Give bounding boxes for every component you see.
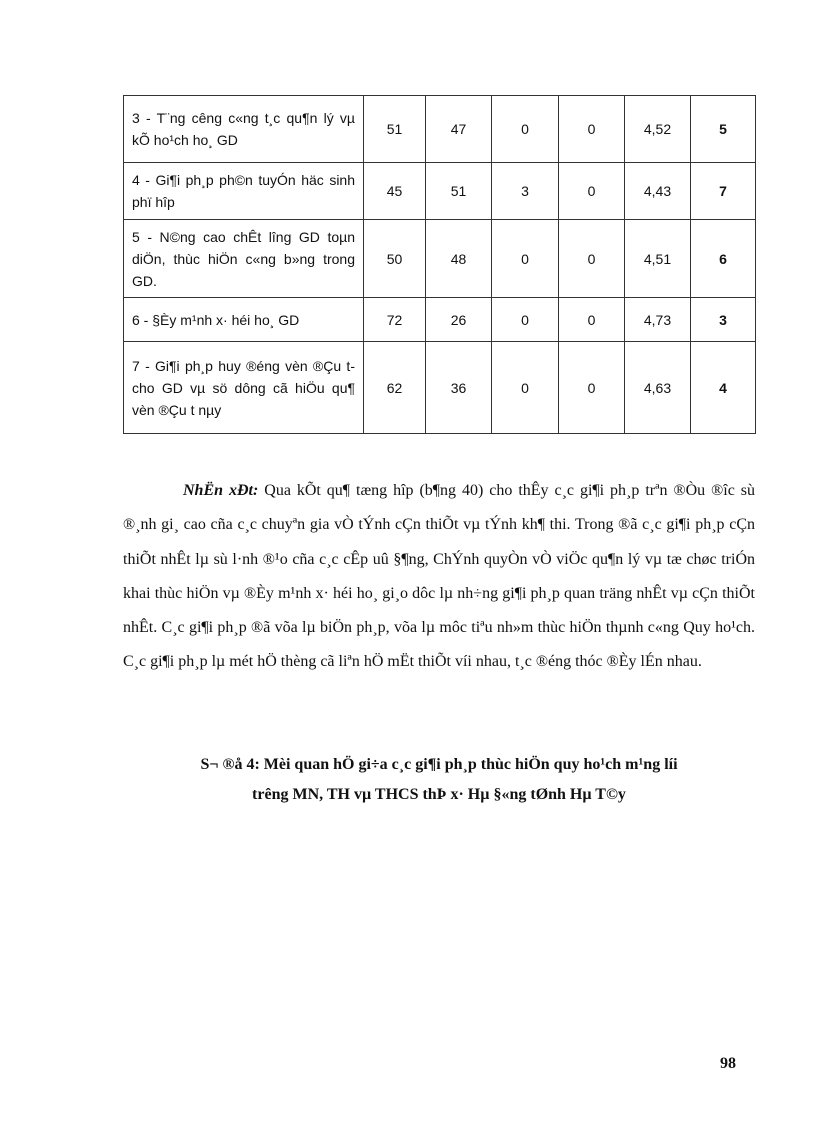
average-score: 4,73	[625, 298, 691, 342]
count-not-necessary: 0	[559, 342, 625, 434]
rank: 6	[691, 220, 756, 298]
count-necessary: 36	[426, 342, 492, 434]
count-very-necessary: 45	[364, 163, 426, 220]
table-row	[124, 298, 756, 342]
diagram-title-line-1: S¬ ®å 4: Mèi quan hÖ gi÷a c¸c gi¶i ph¸p thùc hiÖn quy ho¹ch m¹ng líi	[200, 756, 678, 773]
table-row	[124, 342, 756, 434]
diagram-title	[123, 750, 755, 810]
solution-label: 6 - §Èy m¹nh x· héi ho¸ GD	[124, 298, 364, 342]
table-row	[124, 163, 756, 220]
rank: 5	[691, 96, 756, 163]
count-very-necessary: 72	[364, 298, 426, 342]
table-row	[124, 220, 756, 298]
count-less-necessary: 0	[492, 342, 559, 434]
solution-label: 3 - T¨ng cêng c«ng t¸c qu¶n lý vµ kÕ ho¹ch ho¸ GD	[124, 96, 364, 163]
evaluation-table	[123, 95, 756, 434]
average-score: 4,52	[625, 96, 691, 163]
remarks-text: Qua kÕt qu¶ tæng hîp (b¶ng 40) cho thÊy c¸c gi¶i ph¸p trªn ®Òu ®îc sù ®¸nh gi¸ cao cña c¸c chuyªn gia vÒ tÝnh cÇn thiÕt vµ tÝnh kh¶ thi. Trong ®ã c¸c gi¶i ph¸p cÇn thiÕt nhÊt lµ sù l·nh ®¹o cña c¸c cÊp uû §¶ng, ChÝnh quyÒn vÒ viÖc qu¶n lý vµ tæ chøc triÓn khai thùc hiÖn vµ ®Èy m¹nh x· héi ho¸ gi¸o dôc lµ nh÷ng gi¶i ph¸p quan träng nhÊt vµ cÇn thiÕt nhÊt. C¸c gi¶i ph¸p ®ã võa lµ biÖn ph¸p, võa lµ môc tiªu nh»m thùc hiÖn thµnh c«ng Quy ho¹ch. C¸c gi¶i ph¸p lµ mét hÖ thèng cã liªn hÖ mËt thiÕt víi nhau, t¸c ®éng thóc ®Èy lÉn nhau.	[123, 482, 755, 671]
count-very-necessary: 62	[364, 342, 426, 434]
rank: 7	[691, 163, 756, 220]
count-not-necessary: 0	[559, 96, 625, 163]
count-not-necessary: 0	[559, 298, 625, 342]
count-not-necessary: 0	[559, 163, 625, 220]
rank: 4	[691, 342, 756, 434]
average-score: 4,63	[625, 342, 691, 434]
table-row	[124, 96, 756, 163]
solution-label: 4 - Gi¶i ph¸p ph©n tuyÓn häc sinh phï hîp	[124, 163, 364, 220]
count-necessary: 26	[426, 298, 492, 342]
average-score: 4,51	[625, 220, 691, 298]
count-necessary: 48	[426, 220, 492, 298]
count-less-necessary: 0	[492, 220, 559, 298]
count-less-necessary: 0	[492, 298, 559, 342]
average-score: 4,43	[625, 163, 691, 220]
diagram-title-line-2: trêng MN, TH vµ THCS thÞ x· Hµ §«ng tØnh Hµ T©y	[252, 786, 626, 803]
count-necessary: 47	[426, 96, 492, 163]
count-less-necessary: 0	[492, 96, 559, 163]
count-not-necessary: 0	[559, 220, 625, 298]
solution-label: 5 - N©ng cao chÊt lîng GD toµn diÖn, thùc hiÖn c«ng b»ng trong GD.	[124, 220, 364, 298]
page-number: 98	[720, 1055, 736, 1072]
remarks-paragraph	[123, 474, 755, 680]
count-very-necessary: 50	[364, 220, 426, 298]
solution-label: 7 - Gi¶i ph¸p huy ®éng vèn ®Çu t cho GD vµ sö dông cã hiÖu qu¶ vèn ®Çu t nµy	[124, 342, 364, 434]
count-less-necessary: 3	[492, 163, 559, 220]
count-necessary: 51	[426, 163, 492, 220]
remarks-lead: NhËn xÐt:	[183, 482, 259, 499]
rank: 3	[691, 298, 756, 342]
count-very-necessary: 51	[364, 96, 426, 163]
